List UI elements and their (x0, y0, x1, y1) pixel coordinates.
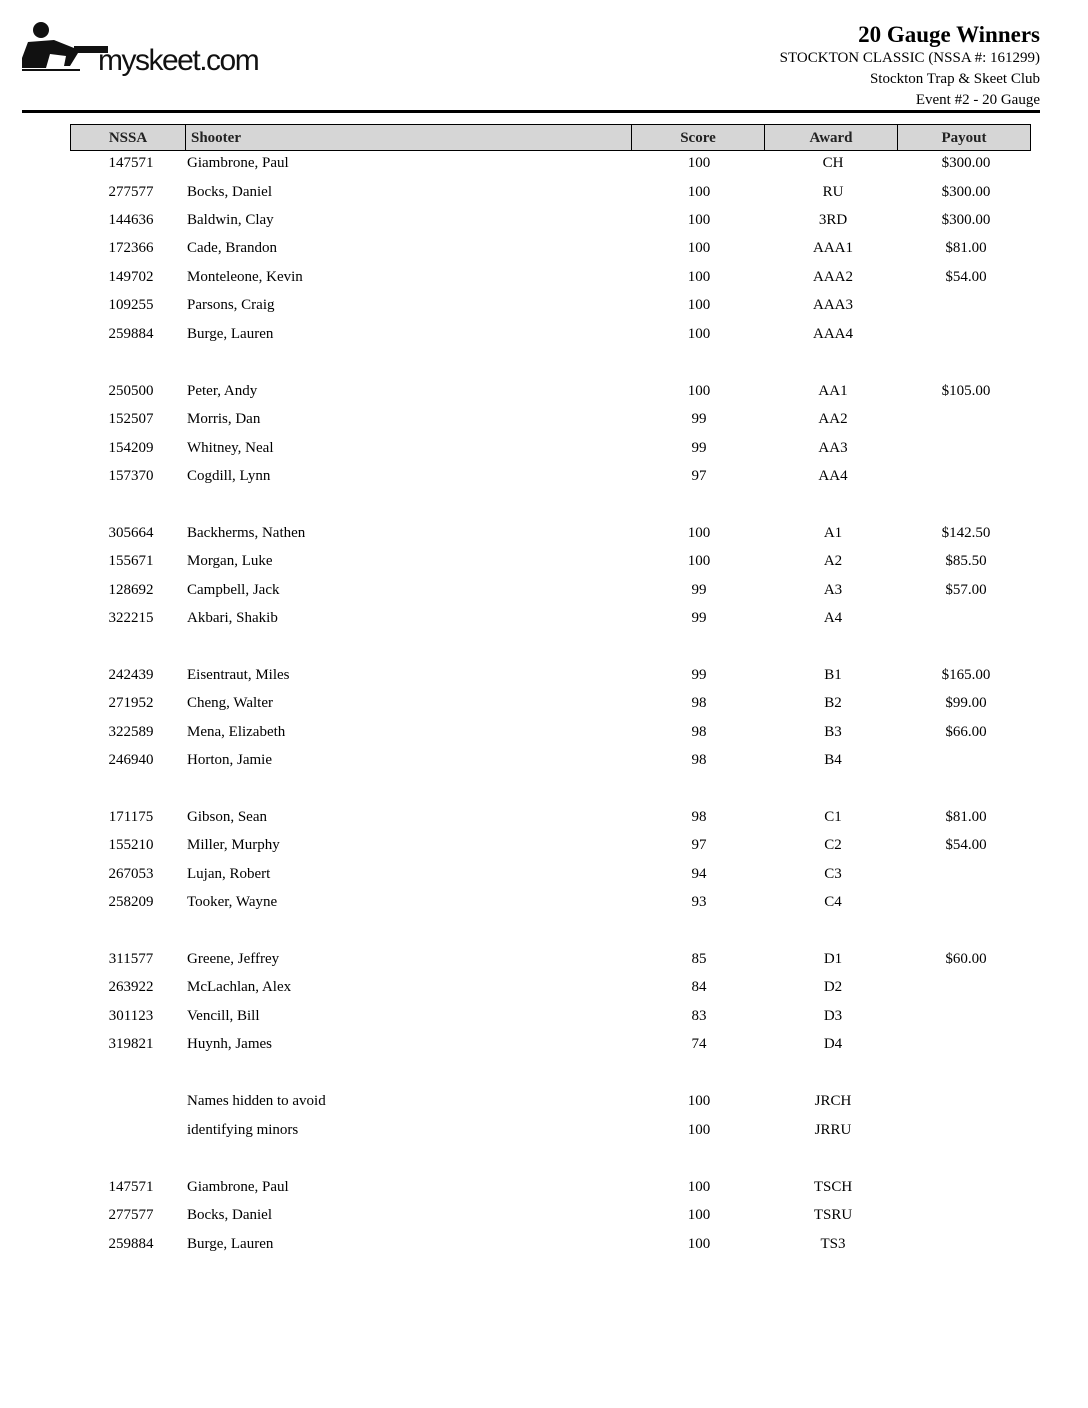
cell-nssa: 109255 (108, 297, 154, 313)
cell-score: 85 (691, 951, 707, 967)
cell-score: 100 (687, 269, 711, 285)
cell-score: 100 (687, 326, 711, 342)
cell-nssa: 277577 (108, 1207, 154, 1223)
cell-award: AAA2 (813, 269, 853, 285)
table-row (0, 523, 1088, 545)
cell-shooter: Mena, Elizabeth (187, 724, 286, 740)
column-header-score: Score (631, 124, 765, 151)
cell-shooter: Names hidden to avoid (187, 1093, 326, 1109)
cell-award: D4 (823, 1036, 843, 1052)
cell-score: 100 (687, 1207, 711, 1223)
cell-score: 98 (691, 695, 707, 711)
cell-award: D2 (823, 979, 843, 995)
cell-nssa: 263922 (108, 979, 154, 995)
page-title: 20 Gauge Winners (858, 22, 1040, 47)
cell-award: 3RD (818, 212, 848, 228)
cell-award: TSCH (813, 1179, 853, 1195)
cell-shooter: Morris, Dan (187, 411, 261, 427)
cell-score: 100 (687, 155, 711, 171)
cell-score: 100 (687, 184, 711, 200)
cell-score: 84 (691, 979, 707, 995)
cell-nssa: 155210 (108, 837, 154, 853)
cell-nssa: 322589 (108, 724, 154, 740)
cell-award: AA4 (818, 468, 848, 484)
cell-shooter: Huynh, James (187, 1036, 272, 1052)
cell-nssa: 147571 (108, 1179, 154, 1195)
cell-nssa: 242439 (108, 667, 154, 683)
cell-payout: $60.00 (945, 951, 987, 967)
cell-payout: $81.00 (945, 240, 987, 256)
table-row (0, 608, 1088, 630)
table-row (0, 949, 1088, 971)
table-row (0, 551, 1088, 573)
cell-score: 74 (691, 1036, 707, 1052)
cell-award: AA3 (818, 440, 848, 456)
cell-nssa: 322215 (108, 610, 154, 626)
cell-shooter: McLachlan, Alex (187, 979, 292, 995)
cell-shooter: Whitney, Neal (187, 440, 274, 456)
cell-shooter: Campbell, Jack (187, 582, 280, 598)
table-header (70, 124, 1031, 153)
cell-nssa: 152507 (108, 411, 154, 427)
column-header-shooter: Shooter (185, 124, 632, 151)
table-row (0, 381, 1088, 403)
cell-shooter: Baldwin, Clay (187, 212, 274, 228)
cell-nssa: 258209 (108, 894, 154, 910)
cell-score: 99 (691, 667, 707, 683)
table-row (0, 864, 1088, 886)
cell-shooter: Burge, Lauren (187, 326, 274, 342)
table-row (0, 295, 1088, 317)
cell-score: 100 (687, 525, 711, 541)
cell-score: 100 (687, 383, 711, 399)
cell-nssa: 271952 (108, 695, 154, 711)
cell-award: CH (822, 155, 844, 171)
table-row (0, 210, 1088, 232)
column-header-award: Award (764, 124, 898, 151)
cell-score: 100 (687, 1236, 711, 1252)
table-row (0, 807, 1088, 829)
cell-shooter: Eisentraut, Miles (187, 667, 290, 683)
report-header (780, 22, 1040, 111)
cell-payout: $105.00 (941, 383, 991, 399)
cell-award: AA2 (818, 411, 848, 427)
cell-award: C1 (824, 809, 842, 825)
cell-nssa: 155671 (108, 553, 154, 569)
cell-award: TSRU (813, 1207, 853, 1223)
cell-award: AAA4 (813, 326, 853, 342)
cell-payout: $66.00 (945, 724, 987, 740)
cell-nssa: 250500 (108, 383, 154, 399)
cell-shooter: Gibson, Sean (187, 809, 267, 825)
cell-shooter: Burge, Lauren (187, 1236, 274, 1252)
cell-award: C4 (824, 894, 842, 910)
cell-nssa: 157370 (108, 468, 154, 484)
cell-shooter: Morgan, Luke (187, 553, 273, 569)
table-row (0, 835, 1088, 857)
cell-award: AAA1 (813, 240, 853, 256)
cell-payout: $300.00 (941, 212, 991, 228)
table-row (0, 409, 1088, 431)
cell-nssa: 319821 (108, 1036, 154, 1052)
cell-award: B4 (824, 752, 842, 768)
cell-payout: $54.00 (945, 269, 987, 285)
table-row (0, 1091, 1088, 1113)
cell-score: 100 (687, 240, 711, 256)
cell-score: 97 (691, 468, 707, 484)
cell-shooter: Tooker, Wayne (187, 894, 278, 910)
table-row (0, 1006, 1088, 1028)
table-row (0, 466, 1088, 488)
cell-award: TS3 (820, 1236, 846, 1252)
table-row (0, 267, 1088, 289)
cell-nssa: 147571 (108, 155, 154, 171)
logo (20, 18, 260, 78)
cell-shooter: Horton, Jamie (187, 752, 272, 768)
table-row (0, 182, 1088, 204)
cell-payout: $54.00 (945, 837, 987, 853)
cell-shooter: Vencill, Bill (187, 1008, 260, 1024)
cell-payout: $300.00 (941, 184, 991, 200)
cell-payout: $57.00 (945, 582, 987, 598)
table-row (0, 1177, 1088, 1199)
cell-shooter: Peter, Andy (187, 383, 258, 399)
column-header-nssa: NSSA (70, 124, 186, 151)
cell-score: 94 (691, 866, 707, 882)
cell-payout: $300.00 (941, 155, 991, 171)
cell-nssa: 277577 (108, 184, 154, 200)
event-name: STOCKTON CLASSIC (NSSA #: 161299) (779, 50, 1040, 66)
cell-award: AA1 (818, 383, 848, 399)
cell-award: B3 (824, 724, 842, 740)
cell-nssa: 259884 (108, 326, 154, 342)
cell-score: 98 (691, 752, 707, 768)
cell-award: C2 (824, 837, 842, 853)
cell-shooter: Cogdill, Lynn (187, 468, 271, 484)
cell-shooter: Parsons, Craig (187, 297, 275, 313)
cell-score: 97 (691, 837, 707, 853)
table-row (0, 665, 1088, 687)
cell-nssa: 259884 (108, 1236, 154, 1252)
cell-award: D1 (823, 951, 843, 967)
cell-award: C3 (824, 866, 842, 882)
cell-score: 99 (691, 411, 707, 427)
cell-payout: $81.00 (945, 809, 987, 825)
cell-shooter: Backherms, Nathen (187, 525, 306, 541)
cell-score: 100 (687, 1122, 711, 1138)
table-row (0, 1034, 1088, 1056)
table-row (0, 750, 1088, 772)
cell-score: 100 (687, 1179, 711, 1195)
club-name: Stockton Trap & Skeet Club (869, 71, 1040, 87)
cell-payout: $99.00 (945, 695, 987, 711)
cell-shooter: Greene, Jeffrey (187, 951, 280, 967)
cell-payout: $142.50 (941, 525, 991, 541)
cell-score: 98 (691, 809, 707, 825)
cell-nssa: 172366 (108, 240, 154, 256)
cell-award: A1 (823, 525, 843, 541)
cell-shooter: Bocks, Daniel (187, 184, 272, 200)
cell-nssa: 171175 (108, 809, 154, 825)
table-row (0, 1234, 1088, 1256)
cell-award: JRCH (814, 1093, 852, 1109)
cell-score: 83 (691, 1008, 707, 1024)
table-row (0, 693, 1088, 715)
cell-nssa: 149702 (108, 269, 154, 285)
cell-shooter: Lujan, Robert (187, 866, 271, 882)
cell-award: B2 (824, 695, 842, 711)
cell-score: 100 (687, 1093, 711, 1109)
cell-nssa: 144636 (108, 212, 154, 228)
cell-award: A4 (823, 610, 843, 626)
cell-award: AAA3 (813, 297, 853, 313)
table-row (0, 238, 1088, 260)
cell-shooter: Giambrone, Paul (187, 155, 289, 171)
cell-payout: $85.50 (945, 553, 987, 569)
table-row (0, 580, 1088, 602)
logo-text: myskeet.com (98, 44, 259, 77)
cell-nssa: 246940 (108, 752, 154, 768)
table-row (0, 892, 1088, 914)
cell-score: 99 (691, 582, 707, 598)
cell-score: 100 (687, 553, 711, 569)
shooter-silhouette-icon (20, 18, 110, 73)
cell-nssa: 311577 (108, 951, 154, 967)
cell-score: 98 (691, 724, 707, 740)
cell-award: A2 (823, 553, 843, 569)
cell-award: D3 (823, 1008, 843, 1024)
cell-score: 100 (687, 297, 711, 313)
cell-score: 99 (691, 610, 707, 626)
table-row (0, 324, 1088, 346)
table-row (0, 977, 1088, 999)
header-divider (22, 110, 1040, 113)
cell-payout: $165.00 (941, 667, 991, 683)
cell-award: A3 (823, 582, 843, 598)
cell-shooter: Monteleone, Kevin (187, 269, 303, 285)
cell-nssa: 128692 (108, 582, 154, 598)
cell-shooter: Cade, Brandon (187, 240, 277, 256)
cell-shooter: Bocks, Daniel (187, 1207, 272, 1223)
cell-shooter: Giambrone, Paul (187, 1179, 289, 1195)
cell-nssa: 301123 (108, 1008, 154, 1024)
cell-shooter: Akbari, Shakib (187, 610, 278, 626)
cell-award: B1 (824, 667, 842, 683)
cell-shooter: identifying minors (187, 1122, 299, 1138)
table-row (0, 1205, 1088, 1227)
cell-nssa: 305664 (108, 525, 154, 541)
cell-shooter: Cheng, Walter (187, 695, 273, 711)
event-label: Event #2 - 20 Gauge (915, 92, 1040, 108)
cell-nssa: 154209 (108, 440, 154, 456)
cell-score: 93 (691, 894, 707, 910)
cell-score: 99 (691, 440, 707, 456)
table-row (0, 153, 1088, 175)
column-header-payout: Payout (897, 124, 1031, 151)
cell-score: 100 (687, 212, 711, 228)
cell-award: JRRU (814, 1122, 852, 1138)
cell-shooter: Miller, Murphy (187, 837, 280, 853)
cell-award: RU (822, 184, 844, 200)
table-row (0, 1120, 1088, 1142)
table-row (0, 438, 1088, 460)
cell-nssa: 267053 (108, 866, 154, 882)
table-row (0, 722, 1088, 744)
